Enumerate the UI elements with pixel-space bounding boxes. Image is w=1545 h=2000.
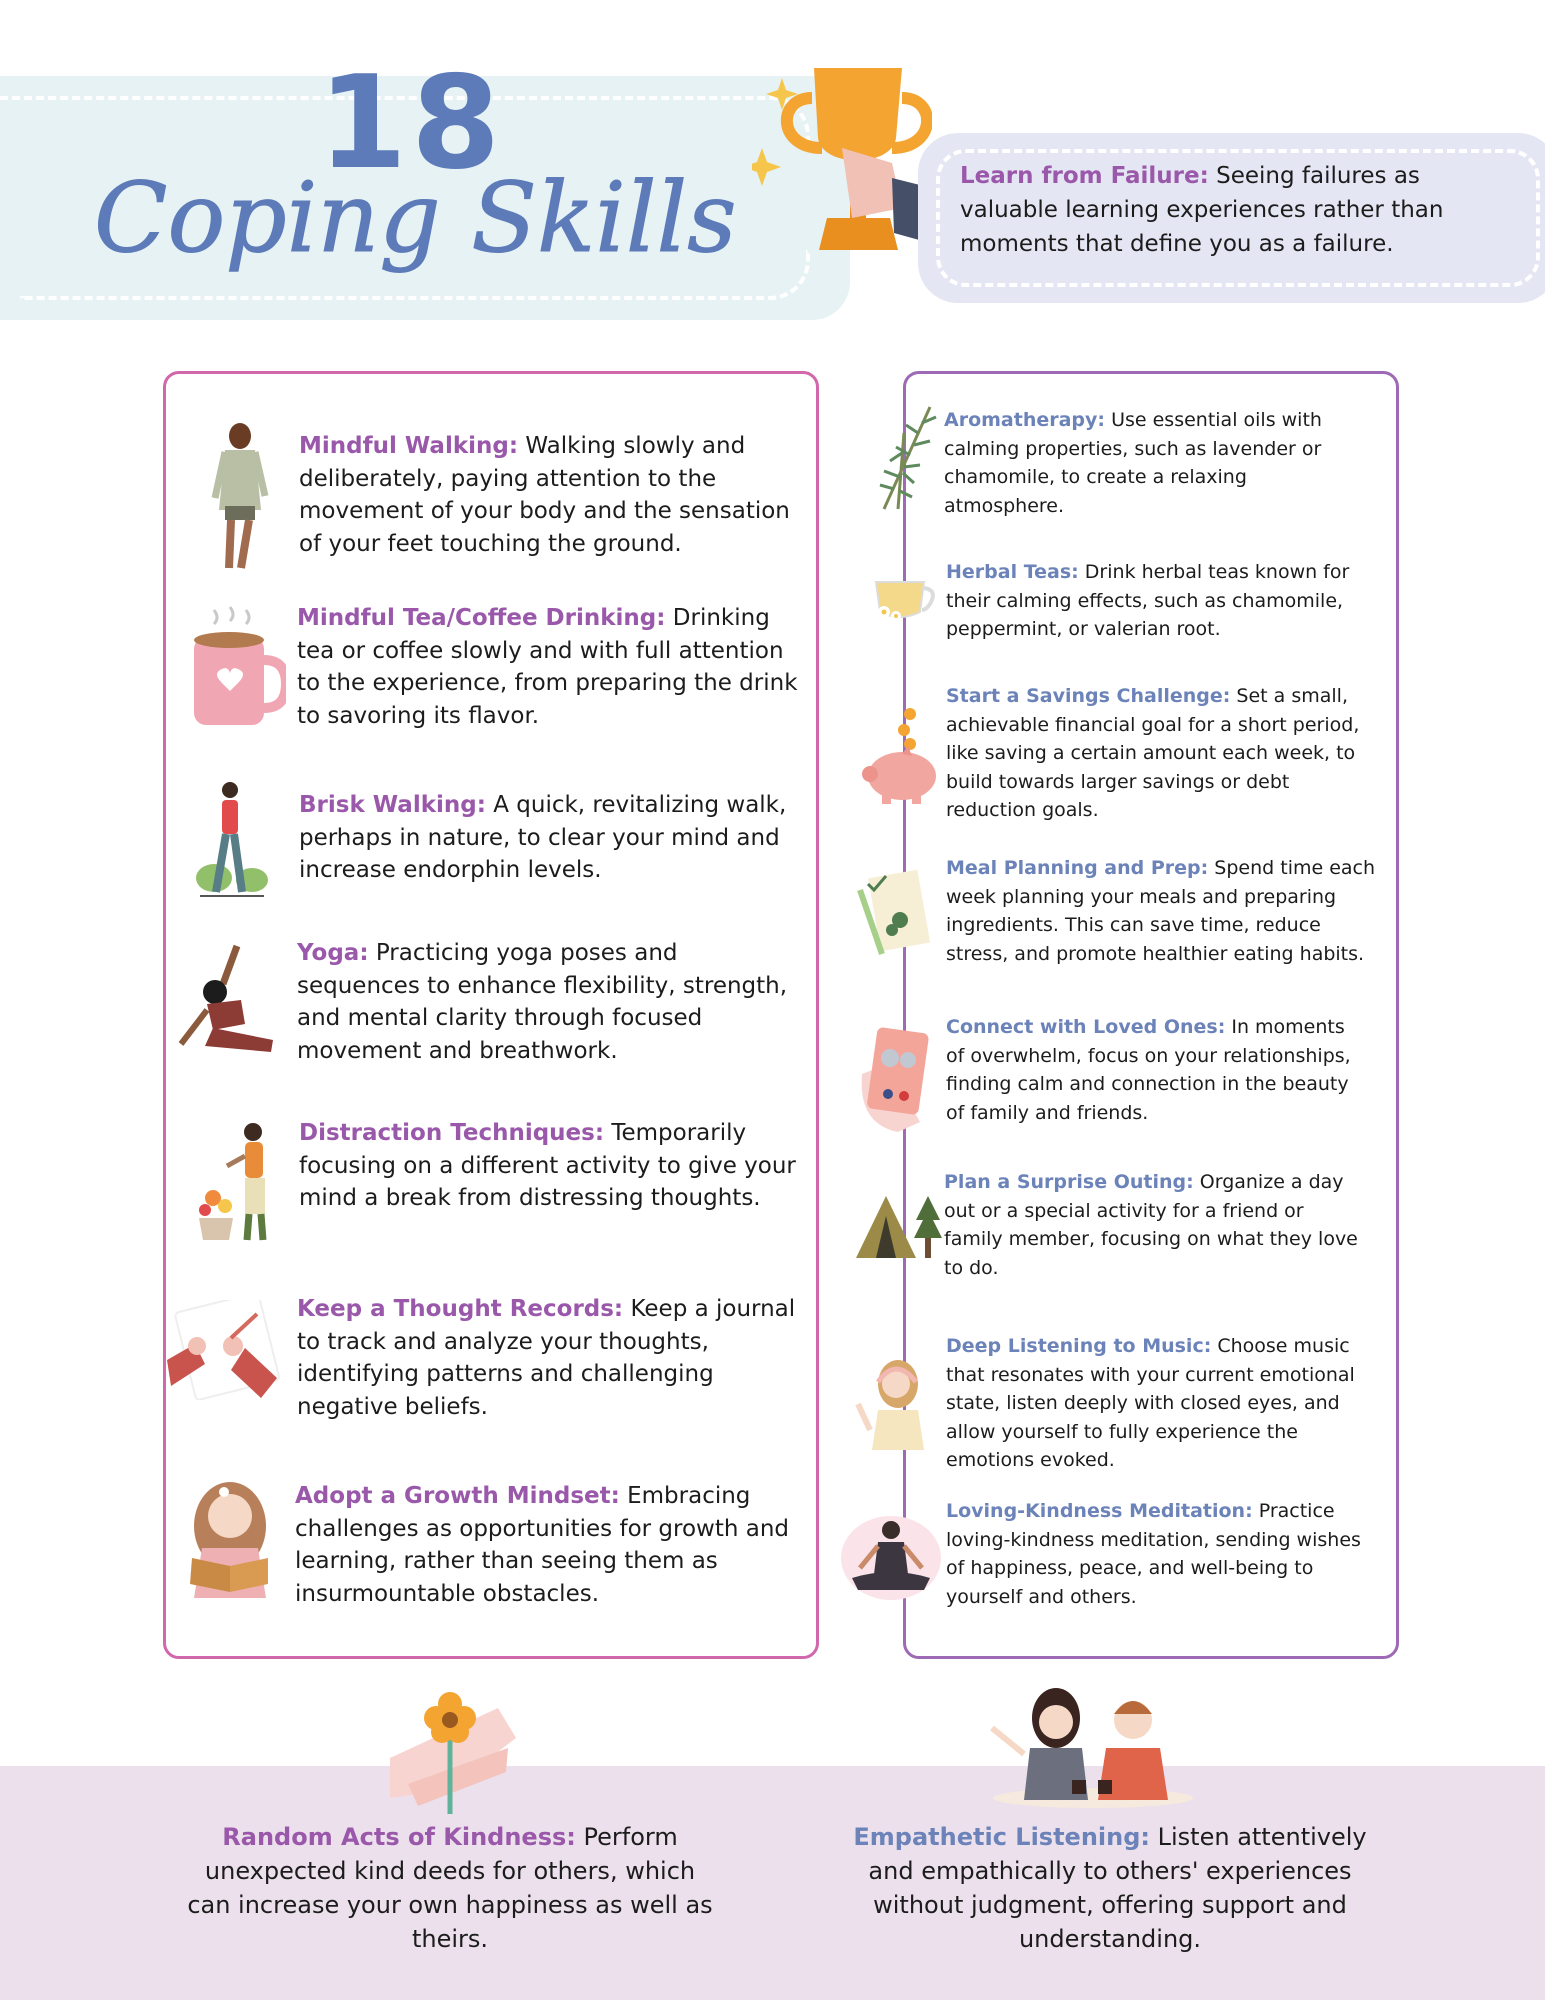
listening-label: Empathetic Listening: [853, 1823, 1150, 1851]
skill-deep-listening [946, 1332, 1376, 1475]
skill-label: Distraction Techniques: [299, 1120, 605, 1146]
skill-description: Choose music that resonates with your current emotional state, listen deeply with closed eyes, and allow yourself to fully experience the emotions evoked. [946, 1335, 1355, 1471]
reading-girl-icon [180, 1480, 280, 1602]
skill-yoga [297, 937, 807, 1067]
skill-growth-mindset [295, 1480, 805, 1610]
mug-icon [186, 605, 286, 730]
skill-description: Drink herbal teas known for their calming effects, such as chamomile, peppermint, or valerian root. [946, 561, 1350, 640]
kindness-description: Perform unexpected kind deeds for others, which can increase your own happiness as well as theirs. [187, 1823, 713, 1953]
skill-connect-loved-ones [946, 1013, 1366, 1127]
skill-label: Plan a Surprise Outing: [944, 1171, 1194, 1193]
skill-description: Keep a journal to track and analyze your thoughts, identifying patterns and challenging negative beliefs. [297, 1296, 796, 1420]
skill-aromatherapy [944, 406, 1354, 520]
failure-description: Seeing failures as valuable learning experiences rather than moments that define you as a failure. [960, 163, 1444, 257]
skill-description: Practicing yoga poses and sequences to enhance flexibility, strength, and mental clarity through focused movement and breathwork. [297, 940, 788, 1064]
couple-talking-icon [988, 1684, 1198, 1808]
skill-label: Start a Savings Challenge: [946, 685, 1231, 707]
kindness-text [180, 1820, 720, 1956]
title-number: 18 [318, 49, 505, 198]
skill-description: In moments of overwhelm, focus on your relationships, finding calm and connection in the beauty of family and friends. [946, 1016, 1351, 1124]
skill-label: Deep Listening to Music: [946, 1335, 1212, 1357]
skill-description: Embracing challenges as opportunities for growth and learning, rather than seeing them as insurmountable obstacles. [295, 1483, 790, 1607]
skill-label: Adopt a Growth Mindset: [295, 1483, 620, 1509]
skill-description: Organize a day out or a special activity for a friend or family member, focusing on what they love to do. [944, 1171, 1358, 1279]
skill-brisk-walking [299, 789, 809, 887]
skill-label: Aromatherapy: [944, 409, 1106, 431]
skill-thought-records [297, 1293, 807, 1423]
walking-woman-icon [205, 418, 275, 573]
skill-loving-kindness [946, 1497, 1376, 1611]
skill-label: Meal Planning and Prep: [946, 857, 1209, 879]
flower-hands-icon [388, 1688, 518, 1818]
skill-label: Yoga: [297, 940, 369, 966]
skill-label: Keep a Thought Records: [297, 1296, 624, 1322]
tent-icon [852, 1192, 942, 1262]
writing-hand-icon [165, 1300, 285, 1400]
skill-label: Mindful Walking: [299, 433, 519, 459]
meditation-icon [838, 1512, 944, 1604]
skill-label: Herbal Teas: [946, 561, 1079, 583]
phone-photo-icon [858, 1024, 938, 1134]
failure-card [918, 133, 1545, 303]
kindness-label: Random Acts of Kindness: [222, 1823, 576, 1851]
skill-description: Temporarily focusing on a different activity to give your mind a break from distressing thoughts. [299, 1120, 796, 1211]
skill-description: Use essential oils with calming properties, such as lavender or chamomile, to create a relaxing atmosphere. [944, 409, 1322, 517]
failure-text [960, 159, 1500, 261]
skill-mindful-walking [299, 430, 809, 560]
meal-plan-icon [856, 870, 936, 956]
skill-description: Practice loving-kindness meditation, sending wishes of happiness, peace, and well-being to yourself and others. [946, 1500, 1361, 1608]
gardening-icon [193, 1122, 283, 1247]
skill-meal-planning [946, 854, 1386, 968]
skill-distraction [299, 1117, 809, 1215]
skill-savings-challenge [946, 682, 1376, 825]
piggy-bank-icon [858, 706, 942, 806]
skill-description: Spend time each week planning your meals and preparing ingredients. This can save time, reduce stress, and promote healthier eating habits. [946, 857, 1376, 965]
headphones-woman-icon [848, 1354, 928, 1454]
page-title: Coping Skills [94, 162, 737, 274]
tea-cup-icon [870, 572, 940, 622]
skill-description: Drinking tea or coffee slowly and with full attention to the experience, from preparing the drink to savoring its flavor. [297, 605, 798, 729]
skill-label: Connect with Loved Ones: [946, 1016, 1226, 1038]
skill-mindful-tea [297, 602, 807, 732]
skill-description: Set a small, achievable financial goal for a short period, like saving a certain amount each week, to build towards larger savings or debt reduction goals. [946, 685, 1360, 821]
rosemary-icon [870, 403, 942, 511]
walking-man-icon [196, 780, 268, 900]
yoga-pose-icon [175, 940, 275, 1055]
skill-herbal-teas [946, 558, 1356, 644]
skill-label: Loving-Kindness Meditation: [946, 1500, 1253, 1522]
skill-surprise-outing [944, 1168, 1364, 1282]
skill-label: Mindful Tea/Coffee Drinking: [297, 605, 666, 631]
failure-label: Learn from Failure: [960, 163, 1209, 189]
trophy-icon [752, 28, 932, 258]
skill-description: Walking slowly and deliberately, paying attention to the movement of your body and the sensation of your feet touching the ground. [299, 433, 790, 557]
listening-text [835, 1820, 1385, 1956]
skill-label: Brisk Walking: [299, 792, 486, 818]
skill-description: A quick, revitalizing walk, perhaps in nature, to clear your mind and increase endorphin levels. [299, 792, 787, 883]
listening-description: Listen attentively and empathically to others' experiences without judgment, offering support and understanding. [868, 1823, 1367, 1953]
